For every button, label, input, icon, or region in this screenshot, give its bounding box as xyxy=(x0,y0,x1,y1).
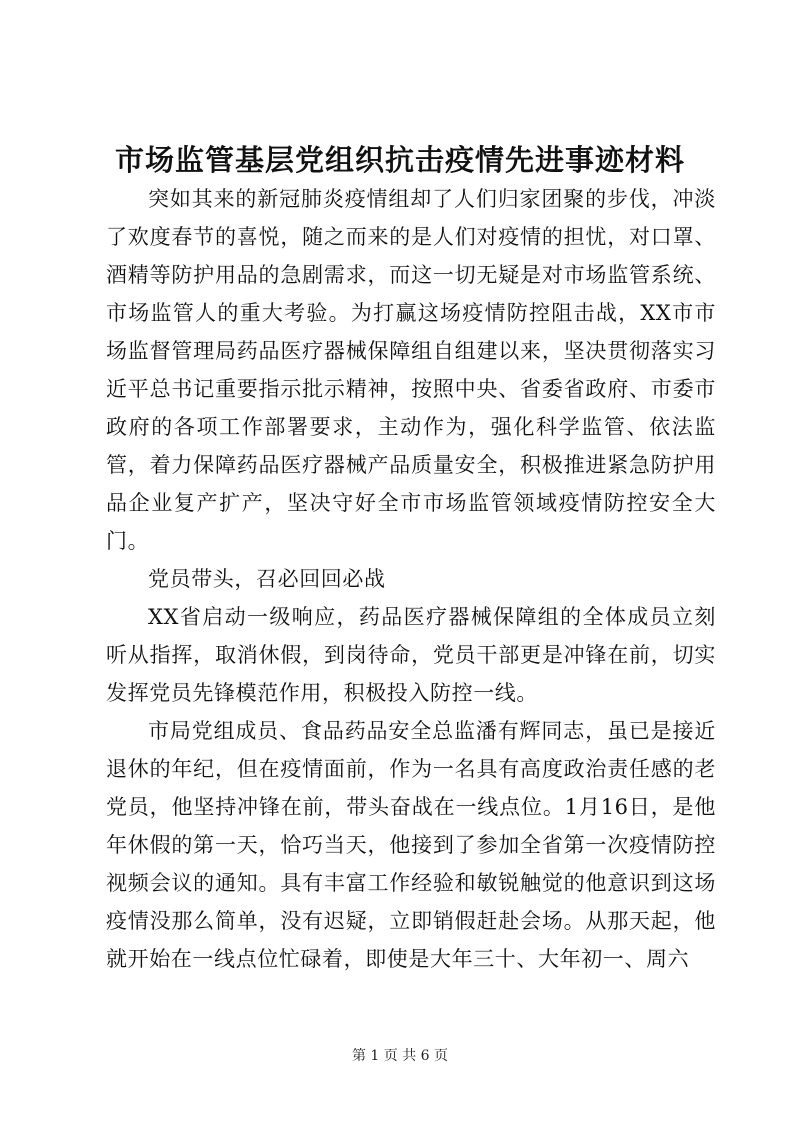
page-number-footer: 第 1 页 共 6 页 xyxy=(351,1048,449,1064)
paragraph-response: XX省启动一级响应，药品医疗器械保障组的全体成员立刻听从指挥，取消休假，到岗待命，党员干部更是冲锋在前，切实发挥党员先锋模范作用，积极投入防控一线。 xyxy=(106,605,716,705)
paragraph-story: 市局党组成员、食品药品安全总监潘有辉同志，虽已是接近退休的年纪，但在疫情面前，作为一名具有高度政治责任感的老党员，他坚持冲锋在前，带头奋战在一线点位。1月16日，是他年休假的第一天，恰巧当天，他接到了参加全省第一次疫情防控视频会议的通知。具有丰富工作经验和敏锐触觉的他意识到这场疫情没那么简单，没有迟疑，立即销假赶赴会场。从那天起，他就开始在一线点位忙碌着，即使是大年三十、大年初一、周六 xyxy=(106,719,716,971)
document-body xyxy=(106,180,716,978)
paragraph-intro: 突如其来的新冠肺炎疫情组却了人们归家团聚的步伐，冲淡了欢度春节的喜悦，随之而来的是人们对疫情的担忧，对口罩、酒精等防护用品的急剧需求，而这一切无疑是对市场监管系统、市场监管人的重大考验。为打赢这场疫情防控阻击战，XX市市场监督管理局药品医疗器械保障组自组建以来，坚决贯彻落实习近平总书记重要指示批示精神，按照中央、省委省政府、市委市政府的各项工作部署要求，主动作为，强化科学监管、依法监管，着力保障药品医疗器械产品质量安全，积极推进紧急防护用品企业复产扩产，坚决守好全市市场监管领域疫情防控安全大门。 xyxy=(106,187,716,553)
section-heading: 党员带头，召必回回必战 xyxy=(148,567,386,591)
document-title: 市场监管基层党组织抗击疫情先进事迹材料 xyxy=(114,143,685,177)
